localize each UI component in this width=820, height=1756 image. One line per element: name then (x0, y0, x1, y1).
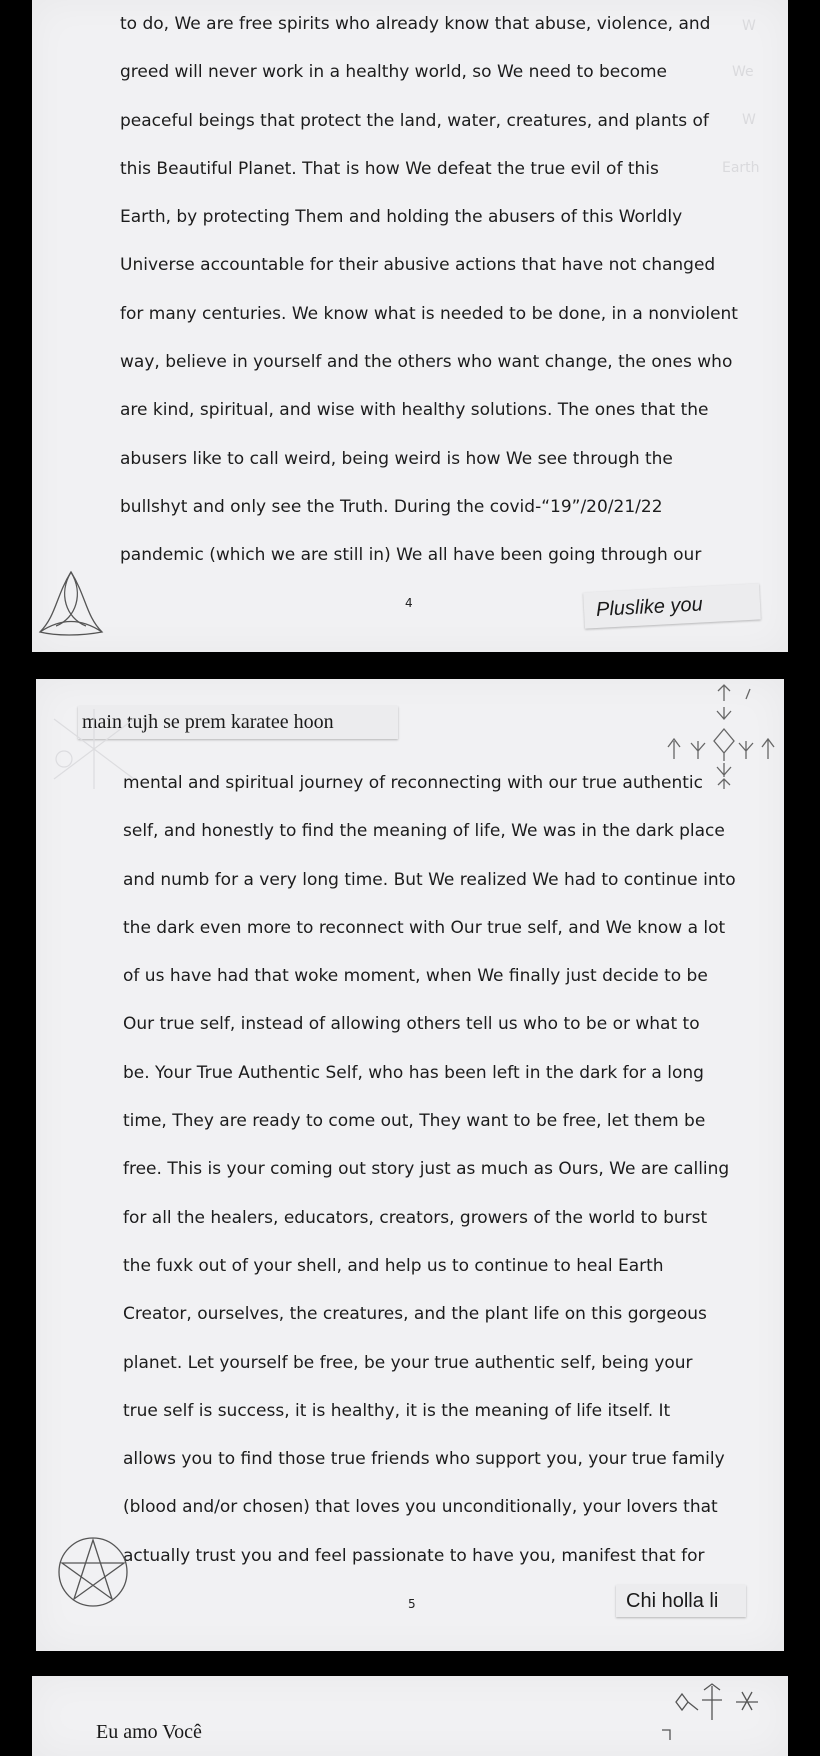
bleed-through-text: Earth (722, 160, 760, 176)
text-line: actually trust you and feel passionate to have you, manifest that for (123, 1545, 705, 1566)
text-line: for all the healers, educators, creators, growers of the world to burst (123, 1207, 708, 1228)
text-line: peaceful beings that protect the land, water, creatures, and plants of (120, 110, 709, 131)
text-line: time, They are ready to come out, They want to be free, let them be (123, 1111, 706, 1132)
bleed-through-text: We (732, 64, 754, 80)
text-line: Our true self, instead of allowing others tell us who to be or what to (123, 1014, 700, 1035)
cutout-header-strip: main tujh se prem karatee hoon (78, 706, 398, 739)
text-line: of us have had that woke moment, when We finally just decide to be (123, 966, 708, 987)
text-line: allows you to find those true friends who support you, your true family (123, 1449, 725, 1470)
text-line: the dark even more to reconnect with Our true self, and We know a lot (123, 917, 726, 938)
text-line: free. This is your coming out story just as much as Ours, We are calling (123, 1159, 730, 1180)
bleed-through-text: W (742, 112, 756, 128)
text-line: greed will never work in a healthy world, so We need to become (120, 62, 668, 83)
text-line: Earth, by protecting Them and holding the abusers of this Worldly (120, 207, 683, 228)
rune-glyphs-icon (652, 1680, 782, 1756)
text-line: this Beautiful Planet. That is how We defeat the true evil of this (120, 158, 659, 179)
text-line: (blood and/or chosen) that loves you unconditionally, your lovers that (123, 1497, 718, 1518)
cutout-label-strip: Chi holla li (616, 1585, 746, 1617)
text-line: for many centuries. We know what is needed to be done, in a nonviolent (120, 303, 738, 324)
text-line: bullshyt and only see the Truth. During the covid-“19”/20/21/22 (120, 496, 663, 517)
text-line: be. Your True Authentic Self, who has been left in the dark for a long (123, 1062, 704, 1083)
text-line: pandemic (which we are still in) We all have been going through our (120, 545, 702, 566)
triquetra-icon (36, 566, 106, 642)
cutout-label-strip: Pluslike you (583, 583, 761, 628)
page-number: 4 (405, 596, 413, 610)
text-line: are kind, spiritual, and wise with healthy solutions. The ones that the (120, 400, 709, 421)
bleed-through-text: W (742, 18, 756, 34)
text-line: planet. Let yourself be free, be your true authentic self, being your (123, 1352, 693, 1373)
cutout-header-strip: Eu amo Você (96, 1721, 202, 1743)
text-line: to do, We are free spirits who already know that abuse, violence, and (120, 14, 711, 34)
text-line: self, and honestly to find the meaning of life, We was in the dark place (123, 821, 725, 842)
page-number: 5 (408, 1597, 416, 1611)
text-line: abusers like to call weird, being weird is how We see through the (120, 448, 673, 469)
document-page-5 (36, 679, 784, 1651)
text-line: mental and spiritual journey of reconnecting with our true authentic (123, 773, 704, 793)
pentagram-icon (56, 1535, 130, 1609)
text-line: and numb for a very long time. But We realized We had to continue into (123, 869, 736, 890)
document-page-4 (32, 0, 788, 652)
text-line: way, believe in yourself and the others who want change, the ones who (120, 352, 733, 373)
page-body-text (123, 769, 736, 1590)
text-line: true self is success, it is healthy, it is the meaning of life itself. It (123, 1400, 671, 1421)
text-line: Universe accountable for their abusive actions that have not changed (120, 255, 716, 276)
text-line: the fuxk out of your shell, and help us to continue to heal Earth (123, 1255, 664, 1276)
document-page-6 (32, 1676, 788, 1756)
page-body-text (120, 10, 738, 590)
text-line: Creator, ourselves, the creatures, and the plant life on this gorgeous (123, 1304, 707, 1325)
